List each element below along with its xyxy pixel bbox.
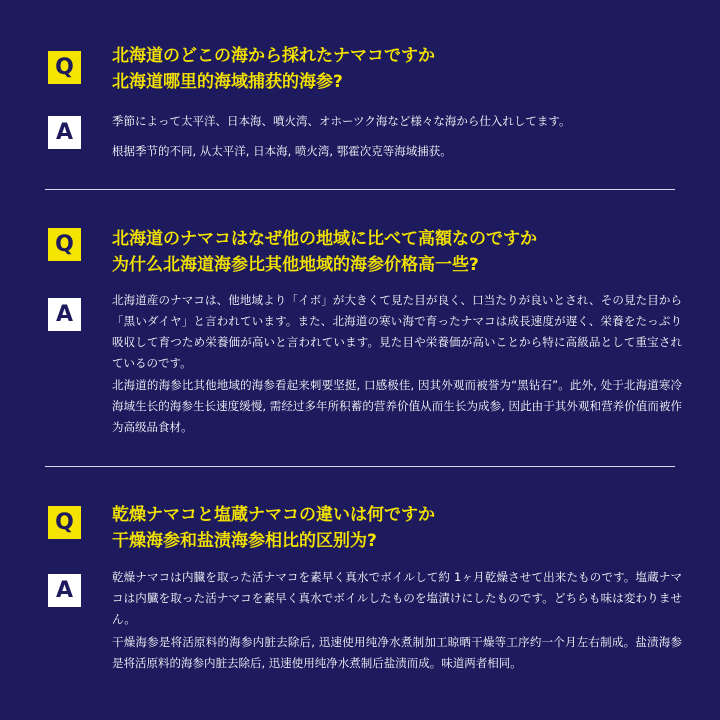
question-badge: Q xyxy=(48,51,81,84)
answer-ja: 乾燥ナマコは内臓を取った活ナマコを素早く真水でボイルして約 1ヶ月乾燥させて出来たものです。塩蔵ナマコは内臓を取った活ナマコを素早く真水でボイルしたものを塩漬けにしたものです。どちらも味は変わりません。 xyxy=(112,570,682,626)
question-ja: 乾燥ナマコと塩蔵ナマコの違いは何ですか xyxy=(112,505,435,525)
question-badge: Q xyxy=(48,506,81,539)
question-zh: 干燥海参和盐渍海参相比的区别为? xyxy=(112,531,377,551)
answer-ja: 北海道産のナマコは、他地域より「イボ」が大きくて見た目が良く、口当たりが良いとされ、その見た目から「黒いダイヤ」と言われています。また、北海道の寒い海で育ったナマコは成長速度が遅く、栄養をたっぷり吸収して育つため栄養価が高いと言われています。見た目や栄養価が高いことから特に高級品として重宝されているのです。 xyxy=(112,293,682,370)
question-badge: Q xyxy=(48,228,81,261)
question-ja: 北海道のナマコはなぜ他の地域に比べて高額なのですか xyxy=(112,229,537,249)
answer-zh: 干燥海参是将活原料的海参内脏去除后, 迅速使用纯净水煮制加工晾晒干燥等工序约一个月左右制成。盐渍海参是将活原料的海参内脏去除后, 迅速使用纯净水煮制后盐渍而成。味道两者相同。 xyxy=(112,635,682,670)
section-divider xyxy=(45,466,675,467)
answer-badge: A xyxy=(48,574,81,607)
answer-badge: A xyxy=(48,116,81,149)
question-zh: 北海道哪里的海域捕获的海参? xyxy=(112,72,343,92)
answer-badge: A xyxy=(48,298,81,331)
question-ja: 北海道のどこの海から採れたナマコですか xyxy=(112,46,435,66)
question-zh: 为什么北海道海参比其他地域的海参价格高一些? xyxy=(112,255,479,275)
answer-zh: 北海道的海参比其他地域的海参看起来刺要坚挺, 口感极佳, 因其外观而被誉为“黑钻石”。此外, 处于北海道寒冷海域生长的海参生长速度缓慢, 需经过多年所积蓄的营养价值从而生长为成参, 因此由于其外观和营养价值而被作为高级品食材。 xyxy=(112,378,682,434)
answer-zh: 根据季节的不同, 从太平洋, 日本海, 喷火湾, 鄂霍次克等海域捕获。 xyxy=(112,144,452,158)
answer-ja: 季節によって太平洋、日本海、噴火湾、オホーツク海など様々な海から仕入れしてます。 xyxy=(112,114,571,128)
section-divider xyxy=(45,189,675,190)
